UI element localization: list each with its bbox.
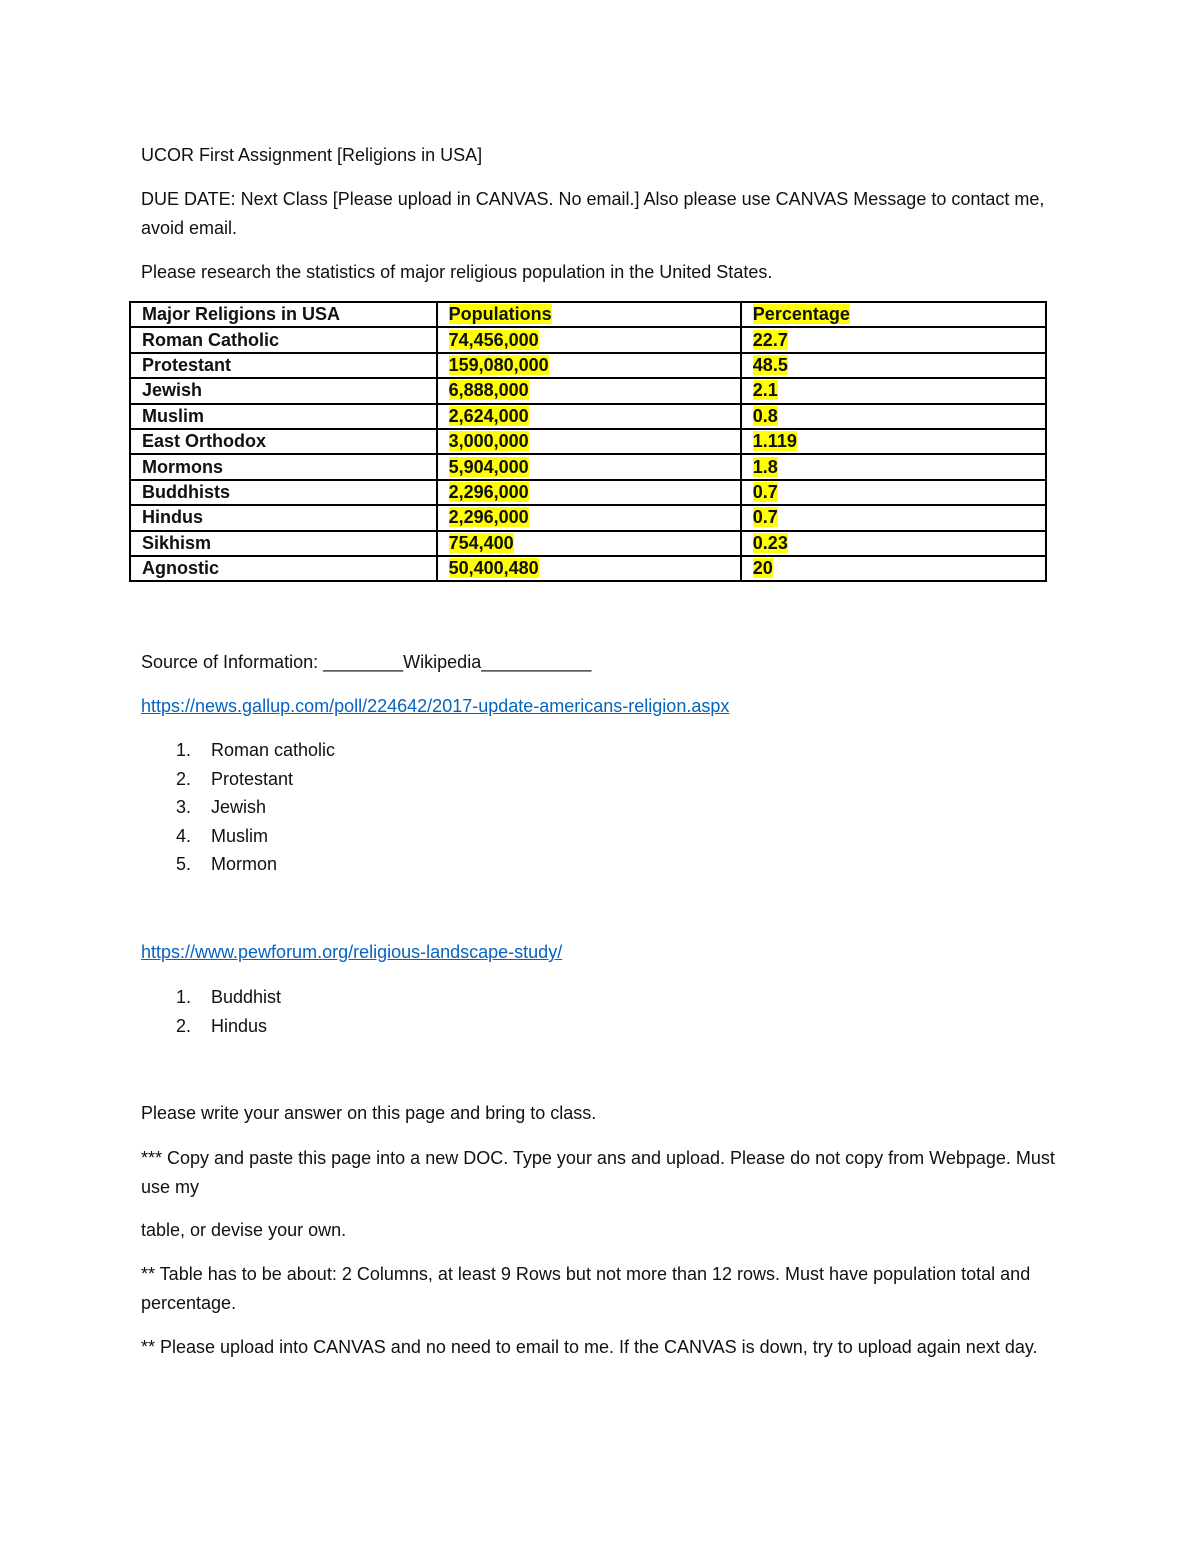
table-row: [130, 480, 1046, 505]
religion-cell: Agnostic: [130, 556, 437, 581]
percentage-cell: 0.7: [741, 480, 1046, 505]
population-cell: 2,624,000: [437, 404, 741, 429]
religion-cell: East Orthodox: [130, 429, 437, 454]
list-item: 1. Buddhist: [176, 987, 282, 1007]
upload-note-text: ** Please upload into CANVAS and no need to email to me. If the CANVAS is down, try to upload again next day.: [141, 1337, 1038, 1357]
gallup-link[interactable]: https://news.gallup.com/poll/224642/2017-update-americans-religion.aspx: [141, 696, 730, 716]
percentage-cell: 48.5: [741, 353, 1046, 378]
percentage-cell: 20: [741, 556, 1046, 581]
religion-cell: Muslim: [130, 404, 437, 429]
table-row: [130, 454, 1046, 479]
pewforum-link[interactable]: https://www.pewforum.org/religious-landscape-study/: [141, 942, 563, 962]
table-row: [130, 327, 1046, 352]
religions-table: [129, 301, 1047, 582]
table-row: [130, 429, 1046, 454]
header-percentage: Percentage: [741, 302, 1046, 327]
list-item: 5. Mormon: [176, 854, 278, 875]
header-populations: Populations: [437, 302, 741, 327]
research-instruction: Please research the statistics of major religious population in the United States.: [141, 262, 773, 282]
table-header-row: [130, 302, 1046, 327]
percentage-cell: 0.23: [741, 531, 1046, 556]
list-item: 3. Jewish: [176, 797, 267, 818]
percentage-cell: 2.1: [741, 378, 1046, 403]
list-item: 2. Hindus: [176, 1015, 268, 1036]
religion-cell: Sikhism: [130, 531, 437, 556]
population-cell: 3,000,000: [437, 429, 741, 454]
percentage-cell: 22.7: [741, 327, 1046, 352]
table-row: [130, 404, 1046, 429]
table-row: [130, 378, 1046, 403]
list-item: 4. Muslim: [176, 825, 268, 846]
list-item: 2. Protestant: [176, 768, 294, 789]
percentage-cell: 1.119: [741, 429, 1046, 454]
religion-cell: Roman Catholic: [130, 327, 437, 352]
religion-cell: Hindus: [130, 505, 437, 530]
population-cell: 5,904,000: [437, 454, 741, 479]
population-cell: 50,400,480: [437, 556, 741, 581]
religion-cell: Mormons: [130, 454, 437, 479]
population-cell: 159,080,000: [437, 353, 741, 378]
gallup-link-line: [141, 692, 1061, 721]
write-answer-text: Please write your answer on this page and bring to class.: [141, 1103, 597, 1123]
header-religion: Major Religions in USA: [130, 302, 437, 327]
document-title: UCOR First Assignment [Religions in USA]: [141, 145, 483, 165]
table-row: [130, 556, 1046, 581]
table-row: [130, 353, 1046, 378]
population-cell: 2,296,000: [437, 480, 741, 505]
table-requirements-text: ** Table has to be about: 2 Columns, at least 9 Rows but not more than 12 rows. Must have population total and percentage.: [141, 1264, 1031, 1313]
copy-paste-instruction: *** Copy and paste this page into a new DOC. Type your ans and upload. Please do not copy from Webpage. Must use my: [141, 1148, 1055, 1197]
source-of-information: Source of Information: ________Wikipedia___________: [141, 652, 592, 672]
percentage-cell: 1.8: [741, 454, 1046, 479]
table-or-devise-text: table, or devise your own.: [141, 1220, 347, 1240]
table-row: [130, 531, 1046, 556]
percentage-cell: 0.8: [741, 404, 1046, 429]
religion-cell: Buddhists: [130, 480, 437, 505]
percentage-cell: 0.7: [741, 505, 1046, 530]
due-date-text: DUE DATE: Next Class [Please upload in CANVAS. No email.] Also please use CANVAS Message to contact me, avoid email.: [141, 189, 1045, 238]
list-item: 1. Roman catholic: [176, 740, 336, 760]
population-cell: 2,296,000: [437, 505, 741, 530]
table-row: [130, 505, 1046, 530]
population-cell: 6,888,000: [437, 378, 741, 403]
pewforum-religion-list: [141, 983, 281, 1040]
population-cell: 754,400: [437, 531, 741, 556]
religion-cell: Protestant: [130, 353, 437, 378]
pewforum-link-line: [141, 938, 1061, 967]
religion-cell: Jewish: [130, 378, 437, 403]
gallup-religion-list: [141, 736, 335, 879]
population-cell: 74,456,000: [437, 327, 741, 352]
